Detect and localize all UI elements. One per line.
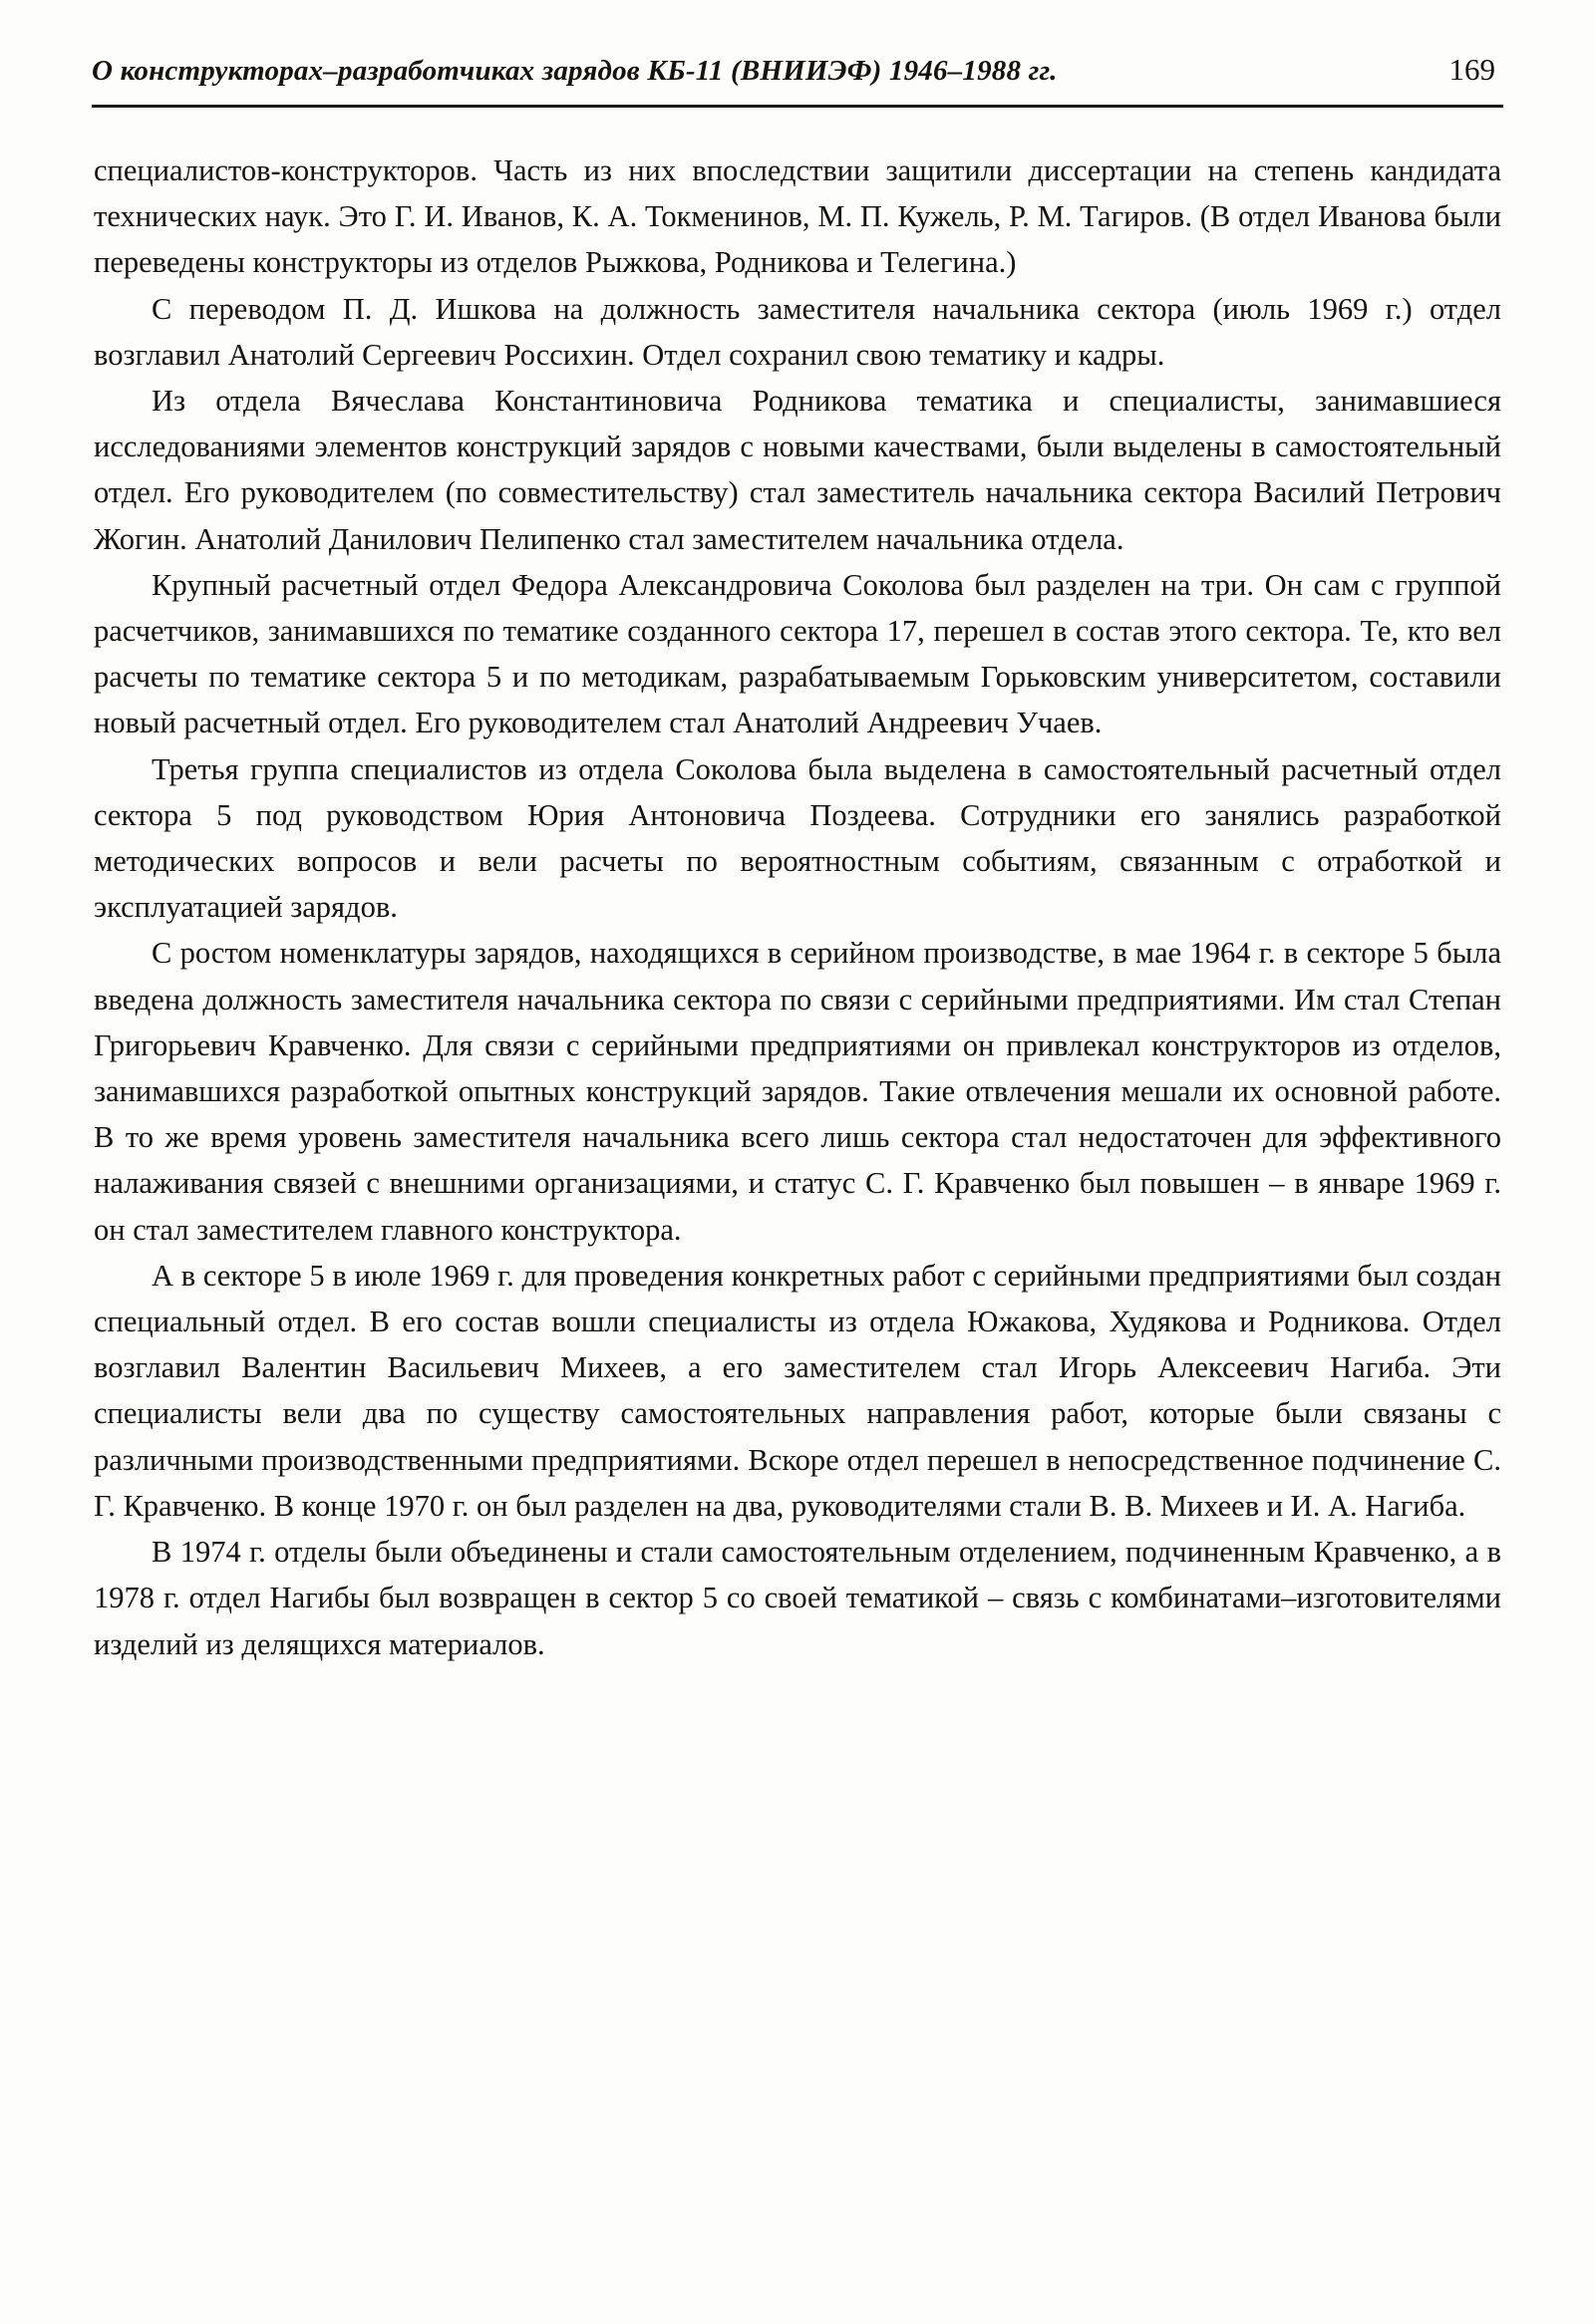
paragraph: Третья группа специалистов из отдела Соколова была выделена в самостоятельный расчетный отдел сектора 5 под руководством Юрия Антоновича Поздеева. Сотрудники его занялись разработкой методических вопросов и вели расчеты по вероятностным событиям, связанным с отработкой и эксплуатацией зарядов.	[94, 751, 1501, 925]
paragraph: С ростом номенклатуры зарядов, находящихся в серийном производстве, в мае 1964 г. в секторе 5 была введена должность заместителя начальника сектора по связи с серийными предприятиями. Им стал Степан Григорьевич Кравченко. Для связи с серийными предприятиями он привлекал конструкторов из отделов, занимавшихся разработкой опытных конструкций зарядов. Такие отвлечения мешали их основной работе. В то же время уровень заместителя начальника всего лишь сектора стал недостаточен для эффективного налаживания связей с внешними организациями, и статус С. Г. Кравченко был повышен – в январе 1969 г. он стал заместителем главного конструктора.	[94, 936, 1501, 1247]
paragraph: В 1974 г. отделы были объединены и стали самостоятельным отделением, подчиненным Кравченко, а в 1978 г. отдел Нагибы был возвращен в сектор 5 со своей тематикой – связь с комбинатами–изготовителями изделий из делящихся материалов.	[94, 1535, 1501, 1661]
running-title: О конструкторах–разработчиках зарядов КБ-11 (ВНИИЭФ) 1946–1988 гг.	[92, 55, 1058, 87]
page-header	[86, 52, 1509, 88]
page-number: 169	[1448, 52, 1495, 87]
paragraph: С переводом П. Д. Ишкова на должность заместителя начальника сектора (июль 1969 г.) отдел возглавил Анатолий Сергеевич Россихин. Отдел сохранил свою тематику и кадры.	[94, 291, 1501, 372]
paragraph: специалистов-конструкторов. Часть из них впоследствии защитили диссертации на степень кандидата технических наук. Это Г. И. Иванов, К. А. Токменинов, М. П. Кужель, Р. М. Тагиров. (В отдел Иванова были переведены конструкторы из отделов Рыжкова, Родникова и Телегина.)	[94, 153, 1501, 280]
body-text	[86, 147, 1509, 1667]
header-rule	[92, 105, 1503, 108]
paragraph: А в секторе 5 в июле 1969 г. для проведения конкретных работ с серийными предприятиями был создан специальный отдел. В его состав вошли специалисты из отдела Южакова, Худякова и Родникова. Отдел возглавил Валентин Васильевич Михеев, а его заместителем стал Игорь Алексеевич Нагиба. Эти специалисты вели два по существу самостоятельных направления работ, которые были связаны с различными производственными предприятиями. Вскоре отдел перешел в непосредственное подчинение С. Г. Кравченко. В конце 1970 г. он был разделен на два, руководителями стали В. В. Михеев и И. А. Нагиба.	[94, 1258, 1501, 1523]
paragraph: Из отдела Вячеслава Константиновича Родникова тематика и специалисты, занимавшиеся исследованиями элементов конструкций зарядов с новыми качествами, были выделены в самостоятельный отдел. Его руководителем (по совместительству) стал заместитель начальника сектора Василий Петрович Жогин. Анатолий Данилович Пелипенко стал заместителем начальника отдела.	[94, 384, 1501, 556]
paragraph: Крупный расчетный отдел Федора Александровича Соколова был разделен на три. Он сам с группой расчетчиков, занимавшихся по тематике созданного сектора 17, перешел в состав этого сектора. Те, кто вел расчеты по тематике сектора 5 и по методикам, разрабатываемым Горьковским университетом, составили новый расчетный отдел. Его руководителем стал Анатолий Андреевич Учаев.	[94, 567, 1501, 740]
